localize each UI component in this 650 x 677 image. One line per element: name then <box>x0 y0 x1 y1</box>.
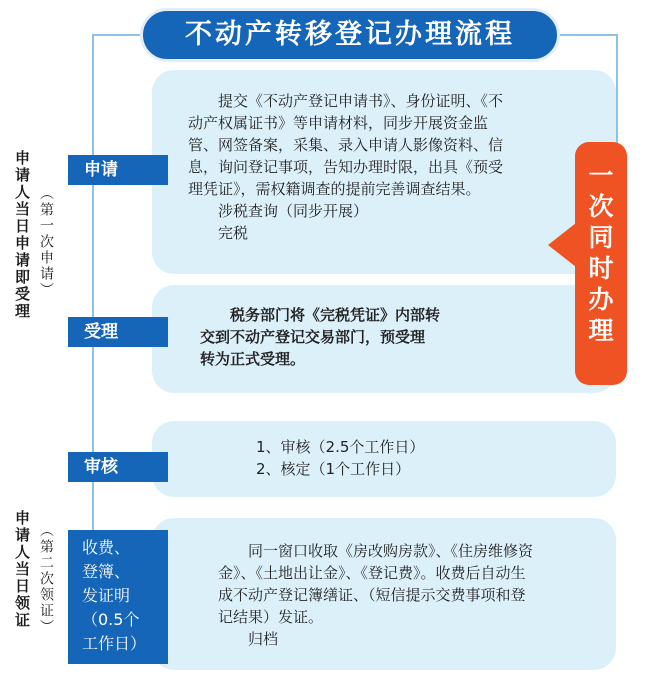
badge-char: 一 <box>588 161 614 190</box>
side-group-1-main: 申请人当日申请即受理 <box>13 150 31 320</box>
step-label-issue-line: 收费、 <box>82 538 131 557</box>
step-apply-line: 息，询问登记事项，告知办理时限，出具《预受 <box>188 158 504 176</box>
side-group-1-sub: （第一次申请） <box>38 186 54 298</box>
badge-char: 同 <box>588 223 614 252</box>
step-accept-line: 交到不动产登记交易部门，预受理 <box>200 328 426 346</box>
side-group-2-main: 申请人当日领证 <box>13 510 31 629</box>
step-issue-line: 成不动产登记簿缮证、（短信提示交费事项和登 <box>218 586 526 604</box>
side-group-1 <box>14 150 30 320</box>
connector-right-vertical <box>616 34 618 144</box>
step-label-issue <box>68 530 168 664</box>
connector-top <box>92 34 142 36</box>
step-review-line: 1、审核（2.5个工作日） <box>256 438 425 456</box>
step-apply-line: 理凭证》，需权籍调查的提前完善调查结果。 <box>188 180 481 198</box>
badge-char: 时 <box>588 254 614 283</box>
step-issue-line: 金》、《土地出让金》、《登记费》。收费后自动生 <box>218 564 526 582</box>
step-apply-line: 完税 <box>188 224 249 242</box>
badge-pointer <box>548 223 576 267</box>
step-issue-line: 归档 <box>218 630 279 648</box>
step-label-issue-line: 发证明 <box>82 586 131 605</box>
step-text-accept <box>200 304 560 370</box>
step-review-line: 2、核定（1个工作日） <box>256 460 411 478</box>
step-label-issue-line: 工作日） <box>82 634 147 653</box>
page-title: 不动产转移登记办理流程 <box>185 19 515 50</box>
side-group-2-sub: （第二次领证） <box>38 523 54 635</box>
step-apply-line: 管、网签备案，采集、录入申请人影像资料、信 <box>188 136 504 154</box>
step-label-accept: 受理 <box>68 317 168 347</box>
step-issue-line: 同一窗口收取《房改购房款》、《住房维修资 <box>218 542 534 560</box>
step-issue-line: 记结果）发证。 <box>218 608 324 626</box>
step-accept-line: 转为正式受理。 <box>200 350 306 368</box>
step-label-apply: 申请 <box>68 155 168 185</box>
connector-right-top <box>558 34 618 36</box>
step-text-review <box>256 436 556 480</box>
badge-char: 理 <box>588 316 614 345</box>
step-label-issue-line: 登簿、 <box>82 562 131 581</box>
badge-text <box>575 160 627 346</box>
step-apply-line: 动产权属证书》等申请材料，同步开展资金监 <box>188 114 489 132</box>
step-label-review: 审核 <box>68 452 168 482</box>
step-text-apply <box>188 90 608 244</box>
side-group-2 <box>14 510 30 629</box>
step-apply-line: 提交《不动产登记申请书》、身份证明、《不 <box>188 92 504 110</box>
badge-char: 次 <box>588 192 614 221</box>
step-apply-line: 涉税查询（同步开展） <box>188 202 369 220</box>
step-label-issue-line: （0.5个 <box>82 610 140 629</box>
badge-char: 办 <box>588 285 614 314</box>
step-accept-line: 税务部门将《完税凭证》内部转 <box>200 306 441 324</box>
step-text-issue <box>218 540 608 650</box>
